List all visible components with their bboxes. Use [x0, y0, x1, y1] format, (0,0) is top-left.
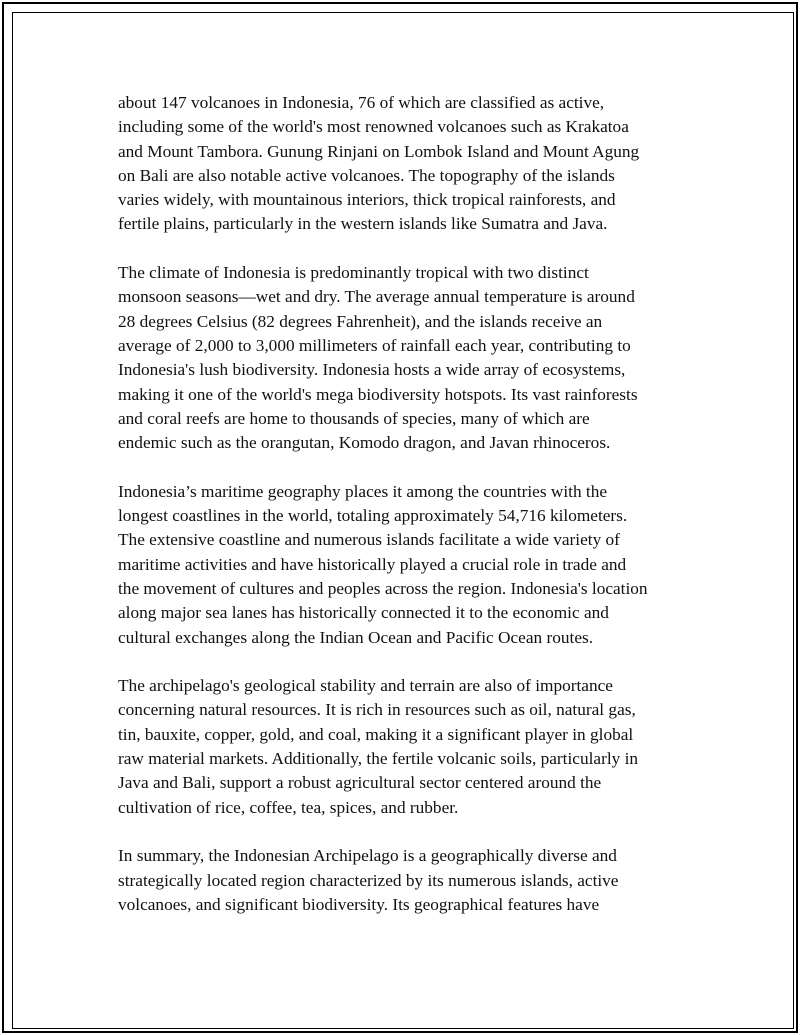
paragraph-summary: In summary, the Indonesian Archipelago is a geographically diverse and strategically located region characterized by its numerous islands, active volcanoes, and significant biodiversity. Its geographical features have [118, 846, 619, 914]
paragraph-volcanoes: about 147 volcanoes in Indonesia, 76 of which are classified as active, including some of the world's most renowned volcanoes such as Krakatoa and Mount Tambora. Gunung Rinjani on Lombok Island and Mount Agung on Bali are also notable active volcanoes. The topography of the islands varies widely, with mountainous interiors, thick tropical rainforests, and fertile plains, particularly in the western islands like Sumatra and Java. [118, 93, 640, 234]
paragraph-climate: The climate of Indonesia is predominantly tropical with two distinct monsoon seasons—wet and dry. The average annual temperature is around 28 degrees Celsius (82 degrees Fahrenheit), and the islands receive an average of 2,000 to 3,000 millimeters of rainfall each year, contributing to Indonesia's lush biodiversity. Indonesia hosts a wide array of ecosystems, making it one of the world's mega biodiversity hotspots. Its vast rainforests and coral reefs are home to thousands of species, many of which are endemic such as the orangutan, Komodo dragon, and Javan rhinoceros. [118, 263, 638, 453]
paragraph-maritime: Indonesia’s maritime geography places it among the countries with the longest coastlines in the world, totaling approximately 54,716 kilometers. The extensive coastline and numerous islands facilitate a wide variety of maritime activities and have historically played a crucial role in trade and the movement of cultures and peoples across the region. Indonesia's location along major sea lanes has historically connected it to the economic and cultural exchanges along the Indian Ocean and Pacific Ocean routes. [118, 481, 648, 647]
document-body [118, 91, 688, 941]
paragraph-resources: The archipelago's geological stability and terrain are also of importance concerning natural resources. It is rich in resources such as oil, natural gas, tin, bauxite, copper, gold, and coal, making it a significant player in global raw material markets. Additionally, the fertile volcanic soils, particularly in Java and Bali, support a robust agricultural sector centered around the cultivation of rice, coffee, tea, spices, and rubber. [118, 676, 639, 817]
